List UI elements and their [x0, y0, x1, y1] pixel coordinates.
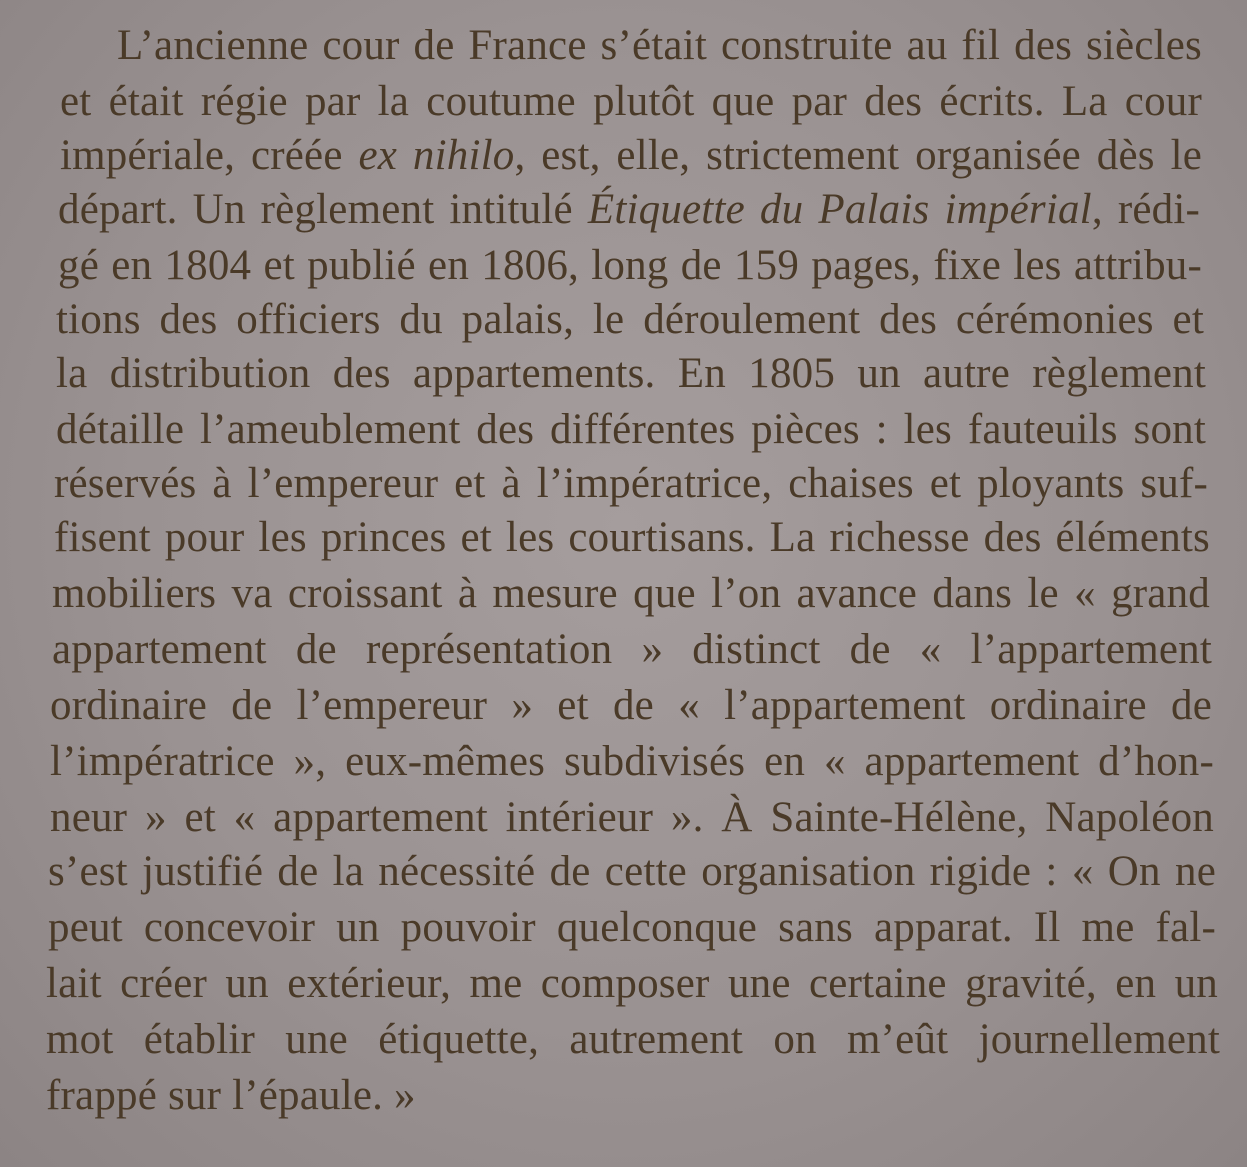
- text-line: [60, 74, 1202, 130]
- text-segment: impériale, créée: [60, 132, 359, 179]
- text-segment: mobiliers va croissant à mesure que l’on avance dans le « grand: [52, 570, 1210, 617]
- text-line: [46, 1068, 1220, 1124]
- text-segment-italic: Étiquette du Palais impérial: [587, 186, 1092, 233]
- text-segment: fisent pour les princes et les courtisans. La richesse des éléments: [54, 514, 1210, 561]
- text-line: [54, 456, 1208, 512]
- text-line: [56, 346, 1206, 402]
- text-segment: détaille l’ameublement des différentes pièces : les fauteuils sont: [56, 406, 1206, 453]
- text-segment: et était régie par la coutume plutôt que par des écrits. La cour: [60, 78, 1202, 125]
- text-line: [52, 622, 1212, 678]
- text-line: [52, 566, 1210, 622]
- text-line: [60, 128, 1202, 184]
- text-segment: tions des officiers du palais, le déroulement des cérémonies et: [56, 296, 1204, 343]
- text-line: [56, 402, 1206, 458]
- text-segment: appartement de représentation » distinct de « l’appartement: [52, 626, 1212, 673]
- text-line: [46, 1012, 1220, 1068]
- text-line: [117, 18, 1202, 74]
- text-segment: lait créer un extérieur, me composer une certaine gravité, en un: [46, 960, 1218, 1007]
- text-line: [58, 238, 1202, 294]
- text-segment: gé en 1804 et publié en 1806, long de 159 pages, fixe les attribu-: [58, 242, 1202, 289]
- text-line: [46, 956, 1218, 1012]
- text-segment: ordinaire de l’empereur » et de « l’appartement ordinaire de: [50, 682, 1212, 729]
- text-line: [58, 182, 1200, 238]
- text-segment: l’impératrice », eux-mêmes subdivisés en « appartement d’hon-: [50, 738, 1214, 785]
- text-segment: mot établir une étiquette, autrement on m’eût journellement: [46, 1016, 1220, 1063]
- text-segment: réservés à l’empereur et à l’impératrice, chaises et ployants suf-: [54, 460, 1208, 507]
- text-segment: L’ancienne cour de France s’était construite au fil des siècles: [117, 22, 1202, 69]
- text-line: [50, 678, 1212, 734]
- text-line: [48, 844, 1216, 900]
- text-line: [50, 790, 1214, 846]
- text-line: [56, 292, 1204, 348]
- text-segment: s’est justifié de la nécessité de cette organisation rigide : « On ne: [48, 848, 1216, 895]
- text-line: [54, 510, 1210, 566]
- text-segment: départ. Un règlement intitulé: [58, 186, 588, 233]
- text-segment: , est, elle, strictement organisée dès le: [514, 132, 1203, 179]
- text-line: [50, 734, 1214, 790]
- text-segment: peut concevoir un pouvoir quelconque sans apparat. Il me fal-: [48, 904, 1216, 951]
- text-segment-italic: ex nihilo: [358, 132, 515, 179]
- text-segment: , rédi-: [1091, 186, 1200, 233]
- text-segment: la distribution des appartements. En 1805 un autre règlement: [56, 350, 1206, 397]
- text-line: [48, 900, 1216, 956]
- text-segment: neur » et « appartement intérieur ». À Sainte-Hélène, Napoléon: [50, 794, 1214, 841]
- text-segment: frappé sur l’épaule. »: [46, 1072, 416, 1119]
